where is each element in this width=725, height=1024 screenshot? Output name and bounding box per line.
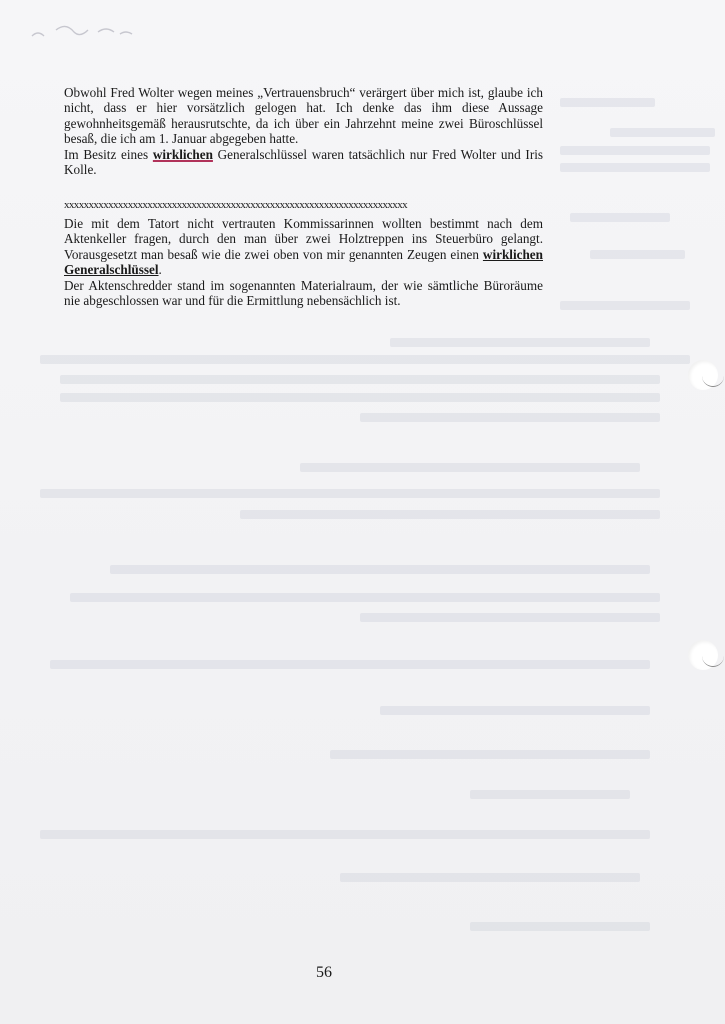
paragraph-text [64,147,543,178]
emphasized-phrase: wirklichen Generalschlüssel [64,246,543,278]
paragraph-shredder: Der Aktenschredder stand im sogenannten Materialraum, der wie sämtliche Büroräume nie abgeschlossen war und für die Ermittlung nebensächlich ist. [64,277,543,309]
separator-line: xxxxxxxxxxxxxxxxxxxxxxxxxxxxxxxxxxxxxxxxxxxxxxxxxxxxxxxxxxxxxxxxxxxxxx [64,199,408,211]
emphasized-word: wirklichen [152,146,213,162]
page-number: 56 [316,964,332,981]
text-run: Im Besitz eines [64,146,149,162]
paragraph-text: Obwohl Fred Wolter wegen meines „Vertrauensbruch“ verärgert über mich ist, glaube ich nicht, dass er hier vorsätzlich gelogen hat. Ich denke das ihm diese Aussage gewohnheitsgemäß herausrutschte, da ich über ein Jahrzehnt meine zwei Büroschlüssel besaß, die ich am 1. Januar abgegeben hatte. [64,85,543,147]
text-run: . [158,262,162,278]
pencil-scribble [28,20,148,44]
text-run: Die mit dem Tatort nicht vertrauten Kommissarinnen wollten bestimmt nach dem Aktenkeller fragen, durch den man über zwei Holztreppen ins Steuerbüro gelangt. Vorausgesetzt man besaß wie die zwei oben von mir genannten Zeugen einen [64,216,543,262]
paragraph-text [64,216,543,278]
paragraph-witness-statement [64,85,543,177]
punch-hole-top [688,360,718,390]
paragraph-archive-access [64,216,543,308]
punch-hole-bottom [688,640,718,670]
text-run: Generalschlüssel waren tatsächlich nur Fred Wolter und Iris Kolle. [64,146,544,178]
